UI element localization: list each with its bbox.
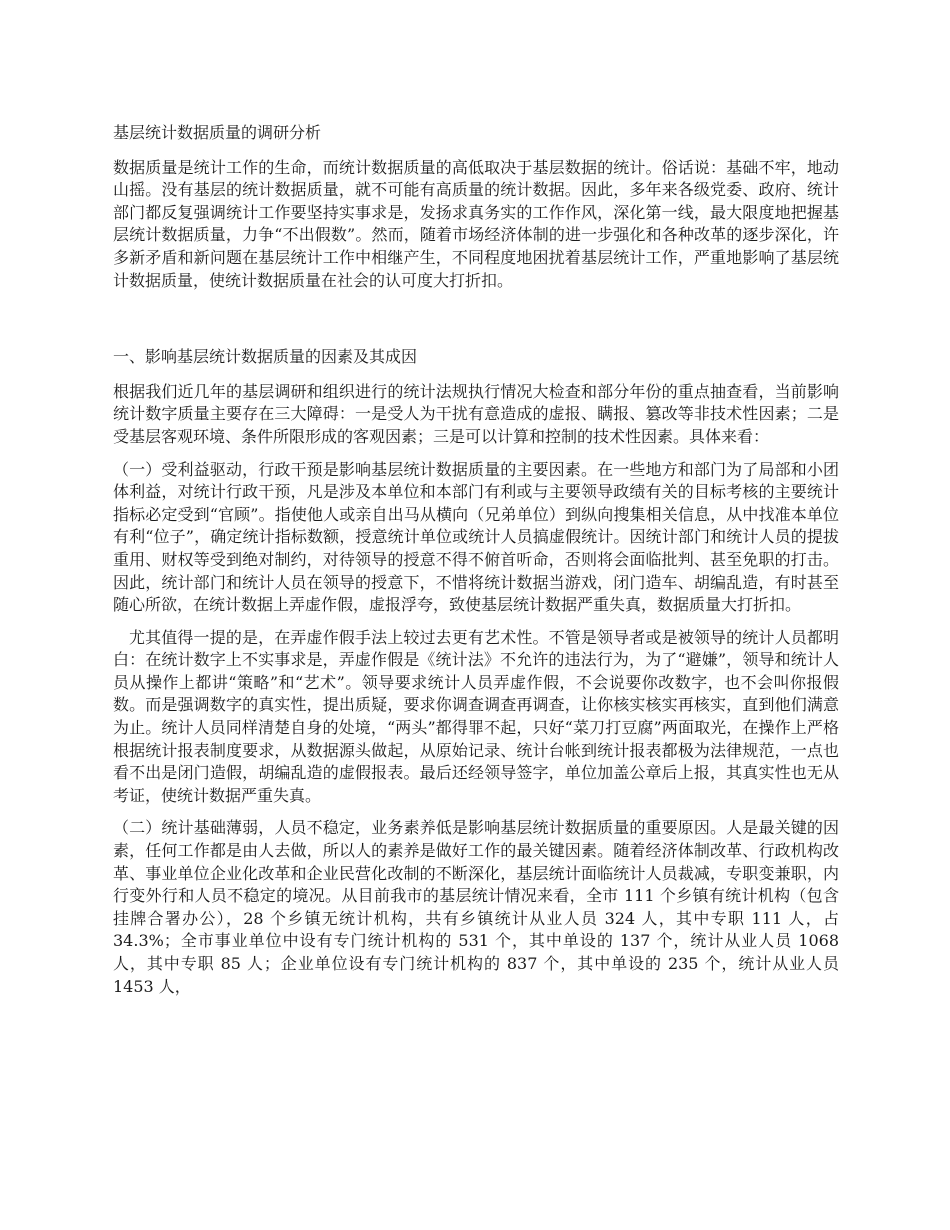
document-title: 基层统计数据质量的调研分析 <box>113 123 322 142</box>
point-1-paragraph: （一）受利益驱动，行政干预是影响基层统计数据质量的主要因素。在一些地方和部门为了局部和小团体利益，对统计行政干预，凡是涉及本单位和本部门有利或与主要领导政绩有关的目标考核的主要统计指标必定受到“官顾”。指使他人或亲自出马从横向（兄弟单位）到纵向搜集相关信息，从中找准本单位有利“位子”，确定统计指标数额，授意统计单位或统计人员搞虚假统计。因统计部门和统计人员的提拔重用、财权等受到绝对制约，对待领导的授意不得不俯首听命，否则将会面临批判、甚至免职的打击。因此，统计部门和统计人员在领导的授意下，不惜将统计数据当游戏，闭门造车、胡编乱造，有时甚至随心所欲，在统计数据上弄虚作假，虚报浮夸，致使基层统计数据严重失真，数据质量大打折扣。 <box>113 459 839 615</box>
document-page <box>113 122 839 1008</box>
point-2-paragraph: （二）统计基础薄弱，人员不稳定，业务素养低是影响基层统计数据质量的重要原因。人是最关键的因素，任何工作都是由人去做，所以人的素养是做好工作的最关键因素。随着经济体制改革、行政机构改革、事业单位企业化改革和企业民营化改制的不断深化，基层统计面临统计人员裁减，专职变兼职，内行变外行和人员不稳定的境况。从目前我市的基层统计情况来看，全市 111 个乡镇有统计机构（包含挂牌合署办公），28 个乡镇无统计机构，共有乡镇统计从业人员 324 人，其中专职 111 人，占 34.3%；全市事业单位中设有专门统计机构的 531 个，其中单设的 137 个，统计从业人员 1068 人，其中专职 85 人；企业单位设有专门统计机构的 837 个，其中单设的 235 个，统计从业人员 1453 人， <box>113 818 839 996</box>
section-intro-paragraph: 根据我们近几年的基层调研和组织进行的统计法规执行情况大检查和部分年份的重点抽查看，当前影响统计数字质量主要存在三大障碍：一是受人为干扰有意造成的虚报、瞒报、篡改等非技术性因素；二是受基层客观环境、条件所限形成的客观因素；三是可以计算和控制的技术性因素。具体来看： <box>113 381 839 446</box>
section-spacer <box>113 302 839 346</box>
intro-paragraph: 数据质量是统计工作的生命，而统计数据质量的高低取决于基层数据的统计。俗话说：基础不牢，地动山摇。没有基层的统计数据质量，就不可能有高质量的统计数据。因此，多年来各级党委、政府、统计部门都反复强调统计工作要坚持实事求是，发扬求真务实的工作作风，深化第一线，最大限度地把握基层统计数据质量，力争“不出假数”。然而，随着市场经济体制的进一步强化和各种改革的逐步深化，许多新矛盾和新问题在基层统计工作中相继产生，不同程度地困扰着基层统计工作，严重地影响了基层统计数据质量，使统计数据质量在社会的认可度大打折扣。 <box>113 157 839 290</box>
point-1-extra-paragraph: 尤其值得一提的是，在弄虚作假手法上较过去更有艺术性。不管是领导者或是被领导的统计人员都明白：在统计数字上不实事求是，弄虚作假是《统计法》不允许的违法行为，为了“避嫌”，领导和统计人员从操作上都讲“策略”和“艺术”。领导要求统计人员弄虚作假，不会说要你改数字，也不会叫你报假数。而是强调数字的真实性，提出质疑，要求你调查调查再调查，让你核实核实再核实，直到他们满意为止。统计人员同样清楚自身的处境，“两头”都得罪不起，只好“菜刀打豆腐”两面取光，在操作上严格根据统计报表制度要求，从数据源头做起，从原始记录、统计台帐到统计报表都极为法律规范，一点也看不出是闭门造假，胡编乱造的虚假报表。最后还经领导签字，单位加盖公章后上报，其真实性也无从考证，使统计数据严重失真。 <box>113 627 839 805</box>
section-heading-1: 一、影响基层统计数据质量的因素及其成因 <box>113 347 418 367</box>
